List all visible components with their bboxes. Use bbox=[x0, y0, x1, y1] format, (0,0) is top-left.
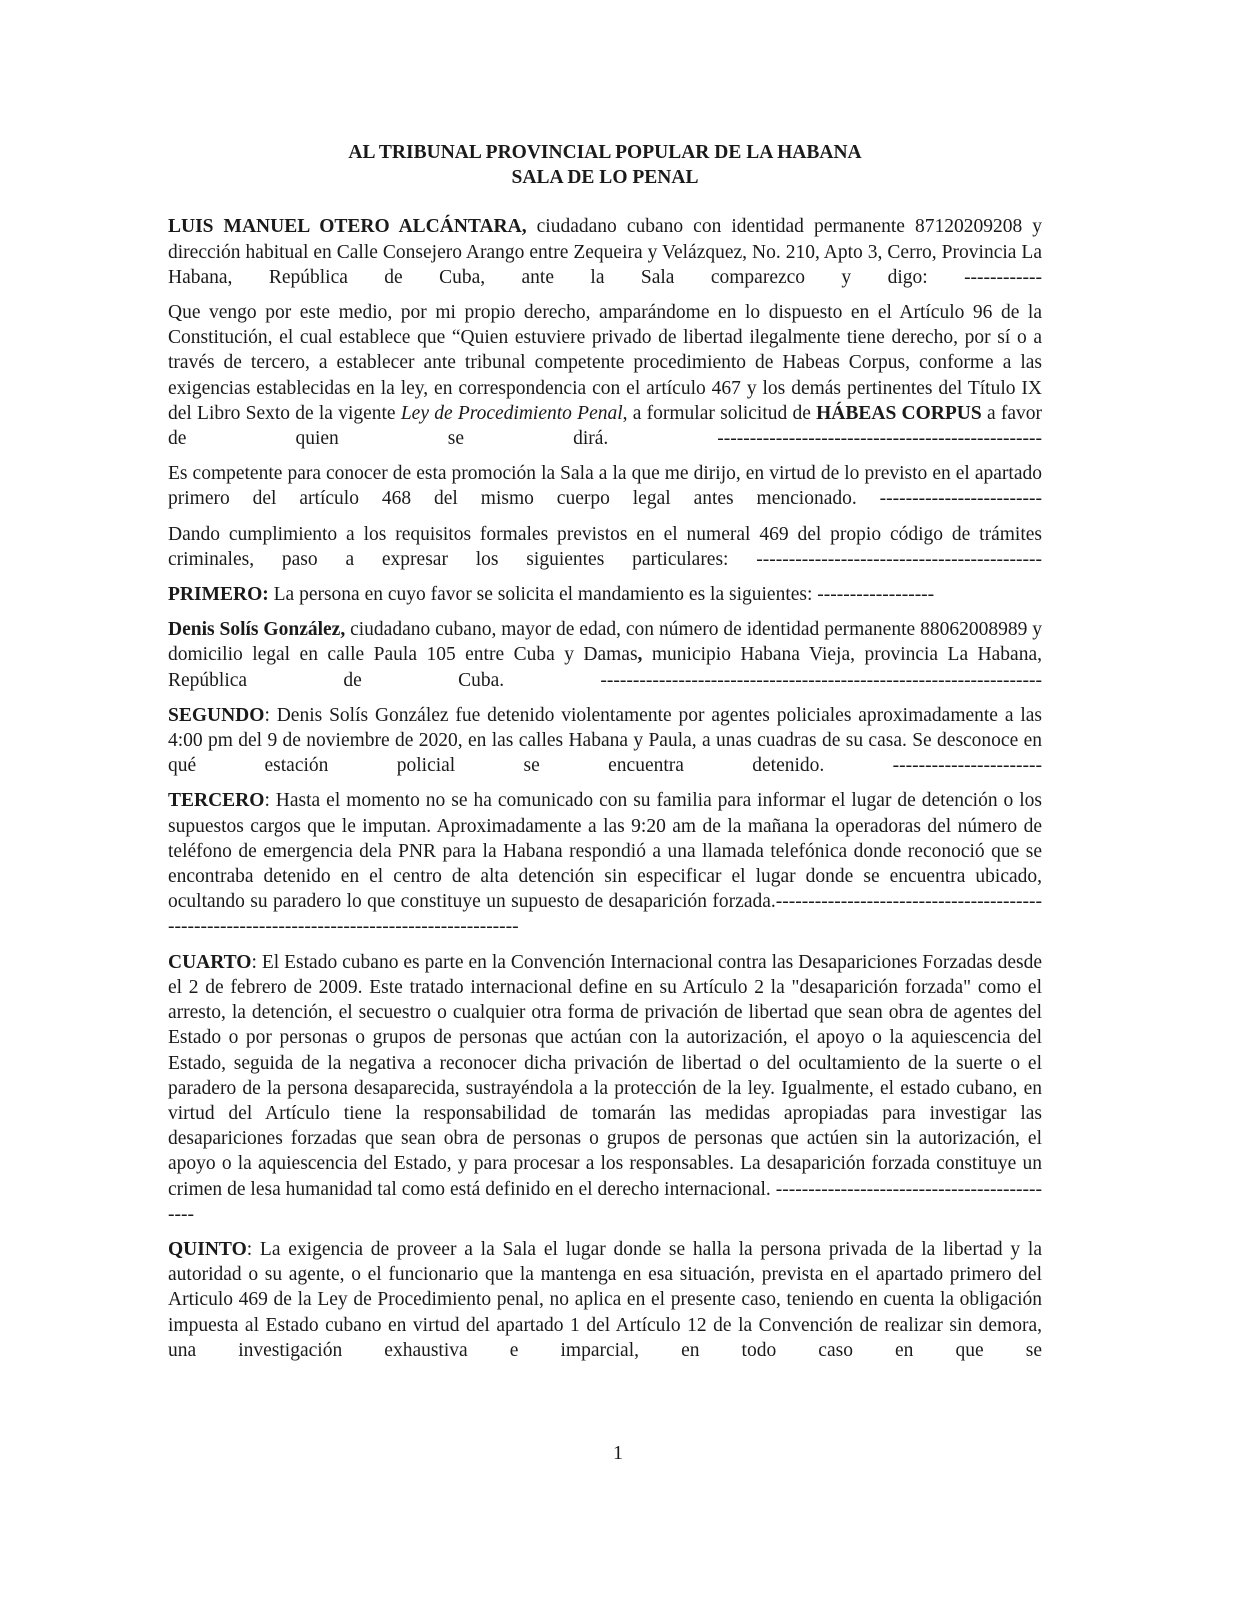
law-name: Ley de Procedimiento Penal bbox=[400, 402, 623, 424]
quinto-label: QUINTO bbox=[168, 1238, 247, 1260]
detainee-text-a: ciudadano cubano, mayor de edad, con número de identidad permanente 88062008989 y domicilio legal en calle Paula 105 entre Cuba y Damas bbox=[168, 619, 1042, 666]
petition-text-b: , a formular solicitud de bbox=[622, 402, 817, 424]
segundo-label: SEGUNDO bbox=[168, 704, 265, 726]
paragraph-quinto bbox=[168, 1237, 1042, 1363]
paragraph-competence bbox=[168, 461, 1042, 511]
primero-label: PRIMERO: bbox=[168, 584, 269, 606]
page-number: 1 bbox=[613, 1442, 623, 1464]
paragraph-segundo bbox=[168, 703, 1042, 779]
petitioner-text: ciudadano cubano con identidad permanente 87120209208 y dirección habitual en Calle Consejero Arango entre Zequeira y Velázquez, No. 210, Apto 3, Cerro, Provincia La Habana, República de Cuba, ante la Sala comparezco y digo: ------------ bbox=[168, 216, 1042, 288]
title-line-2: SALA DE LO PENAL bbox=[511, 167, 699, 189]
document-body bbox=[168, 140, 1042, 1373]
requirements-text: Dando cumplimiento a los requisitos formales previstos en el numeral 469 del propio código de trámites criminales, paso a expresar los siguientes particulares: -------------------------------------------- bbox=[168, 523, 1042, 570]
detainee-name: Denis Solís González, bbox=[168, 619, 346, 641]
primero-text: La persona en cuyo favor se solicita el mandamiento es la siguientes: ------------------ bbox=[268, 584, 935, 606]
petitioner-name: LUIS MANUEL OTERO ALCÁNTARA, bbox=[168, 216, 527, 238]
document-title bbox=[168, 140, 1042, 190]
cuarto-text: : El Estado cubano es parte en la Convención Internacional contra las Desapariciones Forzadas desde el 2 de febrero de 2009. Este tratado internacional define en su Artículo 2 la "desaparición forzada" como el arresto, la detención, el secuestro o cualquier otra forma de privación de libertad que sean obra de agentes del Estado o por personas o grupos de personas que actúan con la autorización, el apoyo o la aquiescencia del Estado, seguida de la negativa a reconocer dicha privación de libertad o del ocultamiento de la suerte o el paradero de la persona desaparecida, sustrayéndola a la protección de la ley. Igualmente, el estado cubano, en virtud del Artículo tiene la responsabilidad de tomarán las medidas apropiadas para investigar las desapariciones forzadas que sean obra de personas o grupos de personas que actúen sin la autorización, el apoyo o la aquiescencia del Estado, y para procesar a los responsables. La desaparición forzada constituye un crimen de lesa humanidad tal como está definido en el derecho internacional. --------------------------------------------- bbox=[168, 951, 1042, 1225]
paragraph-detainee bbox=[168, 617, 1042, 693]
competence-text: Es competente para conocer de esta promoción la Sala a la que me dirijo, en virtud de lo previsto en el apartado primero del artículo 468 del mismo cuerpo legal antes mencionado. ------------------------- bbox=[168, 463, 1042, 510]
petition-text-a: Que vengo por este medio, por mi propio derecho, amparándome en lo dispuesto en el Artículo 96 de la Constitución, el cual establece que “Quien estuviere privado de libertad ilegalmente tiene derecho, por sí o a través de tercero, a establecer ante tribunal competente procedimiento de Habeas Corpus, conforme a las exigencias establecidas en la ley, en correspondencia con el artículo 467 y los demás pertinentes del Título IX del Libro Sexto de la vigente bbox=[168, 302, 1042, 424]
tercero-text: : Hasta el momento no se ha comunicado con su familia para informar el lugar de detención o los supuestos cargos que le imputan. Aproximadamente a las 9:20 am de la mañana la operadoras del número de teléfono de emergencia dela PNR para la Habana respondió a una llamada telefónica donde reconoció que se encontraba detenido en el centro de alta detención sin especificar el lugar donde se encuentra ubicado, ocultando su paradero lo que constituye un supuesto de desaparición forzada.----------------------------------------------------------------------------------------------- bbox=[168, 790, 1042, 938]
petition-text-c: a favor de quien se dirá. -------------------------------------------------- bbox=[168, 402, 1042, 450]
tercero-label: TERCERO bbox=[168, 790, 265, 812]
paragraph-cuarto bbox=[168, 950, 1042, 1227]
paragraph-tercero bbox=[168, 788, 1042, 939]
paragraph-petitioner bbox=[168, 214, 1042, 290]
paragraph-petition bbox=[168, 300, 1042, 451]
paragraph-primero bbox=[168, 582, 1042, 607]
quinto-text: : La exigencia de proveer a la Sala el lugar donde se halla la persona privada de la libertad y la autoridad o su agente, o el funcionario que la mantenga en esa situación, prevista en el apartado primero del Articulo 469 de la Ley de Procedimiento penal, no aplica en el presente caso, teniendo en cuenta la obligación impuesta al Estado cubano en virtud del apartado 1 del Artículo 12 de la Convención de realizar sin demora, una investigación exhaustiva e imparcial, en todo caso en que se bbox=[168, 1238, 1042, 1361]
paragraph-requirements bbox=[168, 522, 1042, 572]
habeas-corpus-term: HÁBEAS CORPUS bbox=[816, 402, 982, 424]
title-line-1: AL TRIBUNAL PROVINCIAL POPULAR DE LA HABANA bbox=[348, 142, 862, 163]
detainee-text-b: municipio Habana Vieja, provincia La Habana, República de Cuba. -------------------------------------------------------------------- bbox=[168, 644, 1042, 691]
cuarto-label: CUARTO bbox=[168, 951, 252, 973]
segundo-text: : Denis Solís González fue detenido violentamente por agentes policiales aproximadamente a las 4:00 pm del 9 de noviembre de 2020, en las calles Habana y Paula, a unas cuadras de su casa. Se desconoce en qué estación policial se encuentra detenido. ----------------------- bbox=[168, 704, 1042, 777]
detainee-comma: , bbox=[637, 644, 643, 666]
